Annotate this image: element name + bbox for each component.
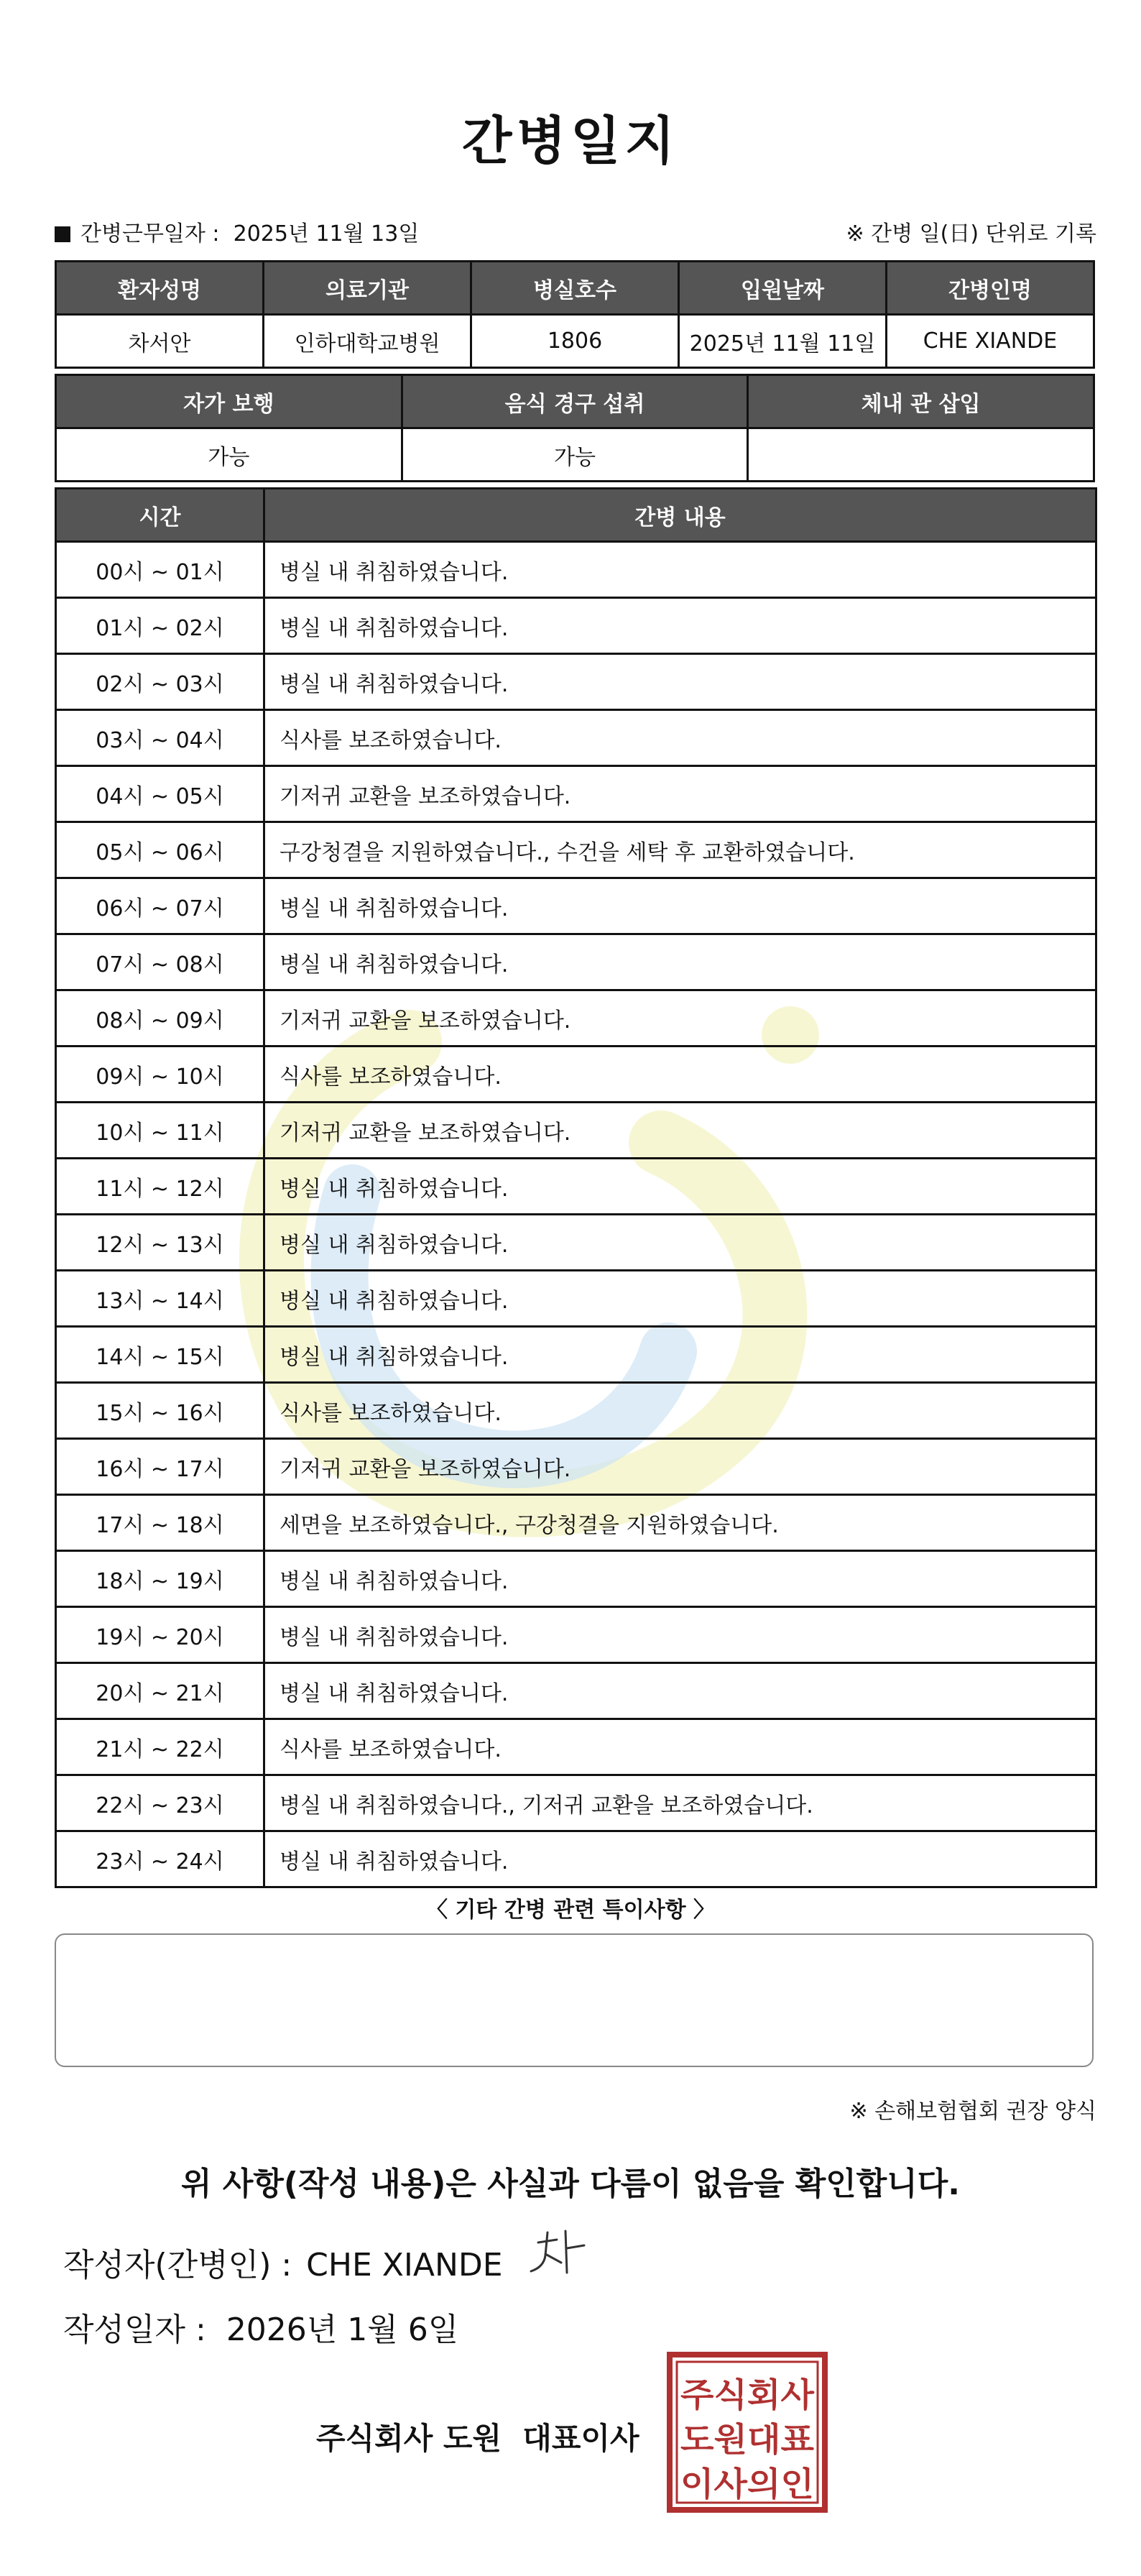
schedule-content: 식사를 보조하였습니다. — [264, 710, 1096, 766]
square-bullet-icon — [55, 226, 70, 242]
header-caregiver-name: 간병인명 — [887, 262, 1094, 315]
schedule-row — [56, 1775, 1096, 1831]
oral-intake-value: 가능 — [402, 428, 748, 482]
status-value-row — [56, 428, 1094, 482]
record-note: ※ 간병 일(日) 단위로 기록 — [846, 221, 1096, 247]
schedule-row — [56, 598, 1096, 654]
work-date-value: 2025년 11월 13일 — [233, 221, 420, 247]
header-admission-date: 입원날짜 — [679, 262, 887, 315]
schedule-row — [56, 766, 1096, 822]
seal-line-3: 이사의인 — [680, 2465, 814, 2503]
schedule-content: 병실 내 취침하였습니다. — [264, 542, 1096, 598]
schedule-content: 식사를 보조하였습니다. — [264, 1383, 1096, 1439]
header-room: 병실호수 — [471, 262, 679, 315]
work-date-label: 간병근무일자 : — [80, 221, 220, 247]
remarks-title: 〈 기타 간병 관련 특이사항 〉 — [425, 1898, 716, 1923]
schedule-content: 병실 내 취침하였습니다. — [264, 1159, 1096, 1215]
schedule-content: 병실 내 취침하였습니다. — [264, 1607, 1096, 1663]
schedule-content: 병실 내 취침하였습니다. — [264, 934, 1096, 990]
hospital-name: 인하대학교병원 — [264, 315, 471, 368]
header-tube-insertion: 체내 관 삽입 — [748, 375, 1094, 428]
seal-line-1: 주식회사 — [680, 2375, 815, 2414]
schedule-time: 10시 ~ 11시 — [56, 1103, 264, 1159]
schedule-row — [56, 542, 1096, 598]
schedule-row — [56, 1663, 1096, 1719]
schedule-time: 11시 ~ 12시 — [56, 1159, 264, 1215]
schedule-content: 병실 내 취침하였습니다. — [264, 1327, 1096, 1383]
remarks-box — [55, 1933, 1094, 2067]
schedule-row — [56, 1046, 1096, 1103]
room-number: 1806 — [471, 315, 679, 368]
schedule-time: 14시 ~ 15시 — [56, 1327, 264, 1383]
schedule-row — [56, 822, 1096, 878]
schedule-row — [56, 1327, 1096, 1383]
patient-info-header-row — [56, 262, 1094, 315]
schedule-row — [56, 1719, 1096, 1775]
written-date-value: 2026년 1월 6일 — [226, 2312, 459, 2348]
patient-info-table — [55, 260, 1095, 369]
admission-date: 2025년 11월 11일 — [679, 315, 887, 368]
schedule-content: 기저귀 교환을 보조하였습니다. — [264, 990, 1096, 1046]
signature — [528, 2227, 614, 2277]
header-time: 시간 — [56, 489, 264, 542]
schedule-content: 기저귀 교환을 보조하였습니다. — [264, 1439, 1096, 1495]
schedule-time: 16시 ~ 17시 — [56, 1439, 264, 1495]
written-date-line — [63, 2304, 458, 2350]
caregiver-name: CHE XIANDE — [887, 315, 1094, 368]
schedule-row — [56, 710, 1096, 766]
seal-line-2: 도원대표 — [680, 2420, 815, 2459]
schedule-content: 세면을 보조하였습니다., 구강청결을 지원하였습니다. — [264, 1495, 1096, 1551]
patient-name: 차서안 — [56, 315, 264, 368]
schedule-content: 식사를 보조하였습니다. — [264, 1046, 1096, 1103]
schedule-time: 17시 ~ 18시 — [56, 1495, 264, 1551]
header-care-content: 간병 내용 — [264, 489, 1096, 542]
header-patient-name: 환자성명 — [56, 262, 264, 315]
status-header-row — [56, 375, 1094, 428]
company-seal — [667, 2352, 828, 2513]
schedule-time: 06시 ~ 07시 — [56, 878, 264, 934]
schedule-time: 05시 ~ 06시 — [56, 822, 264, 878]
schedule-row — [56, 1495, 1096, 1551]
schedule-time: 04시 ~ 05시 — [56, 766, 264, 822]
writer-line — [63, 2239, 503, 2285]
schedule-time: 00시 ~ 01시 — [56, 542, 264, 598]
schedule-time: 13시 ~ 14시 — [56, 1271, 264, 1327]
schedule-content: 기저귀 교환을 보조하였습니다. — [264, 1103, 1096, 1159]
schedule-row — [56, 1551, 1096, 1607]
schedule-row — [56, 654, 1096, 710]
schedule-row — [56, 1271, 1096, 1327]
schedule-content: 병실 내 취침하였습니다. — [264, 654, 1096, 710]
page-title: 간병일지 — [461, 111, 680, 171]
schedule-time: 20시 ~ 21시 — [56, 1663, 264, 1719]
writer-name: CHE XIANDE — [306, 2247, 503, 2283]
schedule-content: 병실 내 취침하였습니다. — [264, 1271, 1096, 1327]
schedule-time: 21시 ~ 22시 — [56, 1719, 264, 1775]
schedule-row — [56, 878, 1096, 934]
confirmation-statement: 위 사항(작성 내용)은 사실과 다름이 없음을 확인합니다. — [181, 2166, 960, 2202]
schedule-content: 구강청결을 지원하였습니다., 수건을 세탁 후 교환하였습니다. — [264, 822, 1096, 878]
schedule-content: 병실 내 취침하였습니다., 기저귀 교환을 보조하였습니다. — [264, 1775, 1096, 1831]
written-date-label: 작성일자 : — [63, 2312, 206, 2348]
schedule-content: 기저귀 교환을 보조하였습니다. — [264, 766, 1096, 822]
schedule-row — [56, 1159, 1096, 1215]
schedule-time: 07시 ~ 08시 — [56, 934, 264, 990]
schedule-row — [56, 1215, 1096, 1271]
schedule-content: 병실 내 취침하였습니다. — [264, 1663, 1096, 1719]
schedule-row — [56, 1383, 1096, 1439]
company-representative: 주식회사 도원 대표이사 — [316, 2421, 639, 2456]
schedule-time: 22시 ~ 23시 — [56, 1775, 264, 1831]
schedule-row — [56, 1607, 1096, 1663]
schedule-header-row — [56, 489, 1096, 542]
schedule-content: 식사를 보조하였습니다. — [264, 1719, 1096, 1775]
schedule-content: 병실 내 취침하였습니다. — [264, 1551, 1096, 1607]
schedule-row — [56, 1831, 1096, 1887]
work-date — [55, 216, 419, 247]
schedule-row — [56, 934, 1096, 990]
tube-insertion-value — [748, 428, 1094, 482]
header-hospital: 의료기관 — [264, 262, 471, 315]
schedule-table — [55, 487, 1097, 1888]
schedule-time: 12시 ~ 13시 — [56, 1215, 264, 1271]
schedule-time: 15시 ~ 16시 — [56, 1383, 264, 1439]
schedule-time: 03시 ~ 04시 — [56, 710, 264, 766]
writer-label: 작성자(간병인) : — [63, 2247, 292, 2283]
schedule-time: 23시 ~ 24시 — [56, 1831, 264, 1887]
schedule-time: 08시 ~ 09시 — [56, 990, 264, 1046]
schedule-time: 02시 ~ 03시 — [56, 654, 264, 710]
schedule-row — [56, 1439, 1096, 1495]
patient-status-table — [55, 374, 1095, 482]
schedule-content: 병실 내 취침하였습니다. — [264, 1215, 1096, 1271]
schedule-content: 병실 내 취침하였습니다. — [264, 878, 1096, 934]
schedule-row — [56, 990, 1096, 1046]
self-walking-value: 가능 — [56, 428, 402, 482]
schedule-content: 병실 내 취침하였습니다. — [264, 598, 1096, 654]
schedule-time: 19시 ~ 20시 — [56, 1607, 264, 1663]
header-self-walking: 자가 보행 — [56, 375, 402, 428]
header-oral-intake: 음식 경구 섭취 — [402, 375, 748, 428]
schedule-content: 병실 내 취침하였습니다. — [264, 1831, 1096, 1887]
schedule-row — [56, 1103, 1096, 1159]
schedule-time: 01시 ~ 02시 — [56, 598, 264, 654]
schedule-time: 09시 ~ 10시 — [56, 1046, 264, 1103]
patient-info-value-row — [56, 315, 1094, 368]
schedule-time: 18시 ~ 19시 — [56, 1551, 264, 1607]
form-note: ※ 손해보험협회 권장 양식 — [849, 2099, 1096, 2124]
